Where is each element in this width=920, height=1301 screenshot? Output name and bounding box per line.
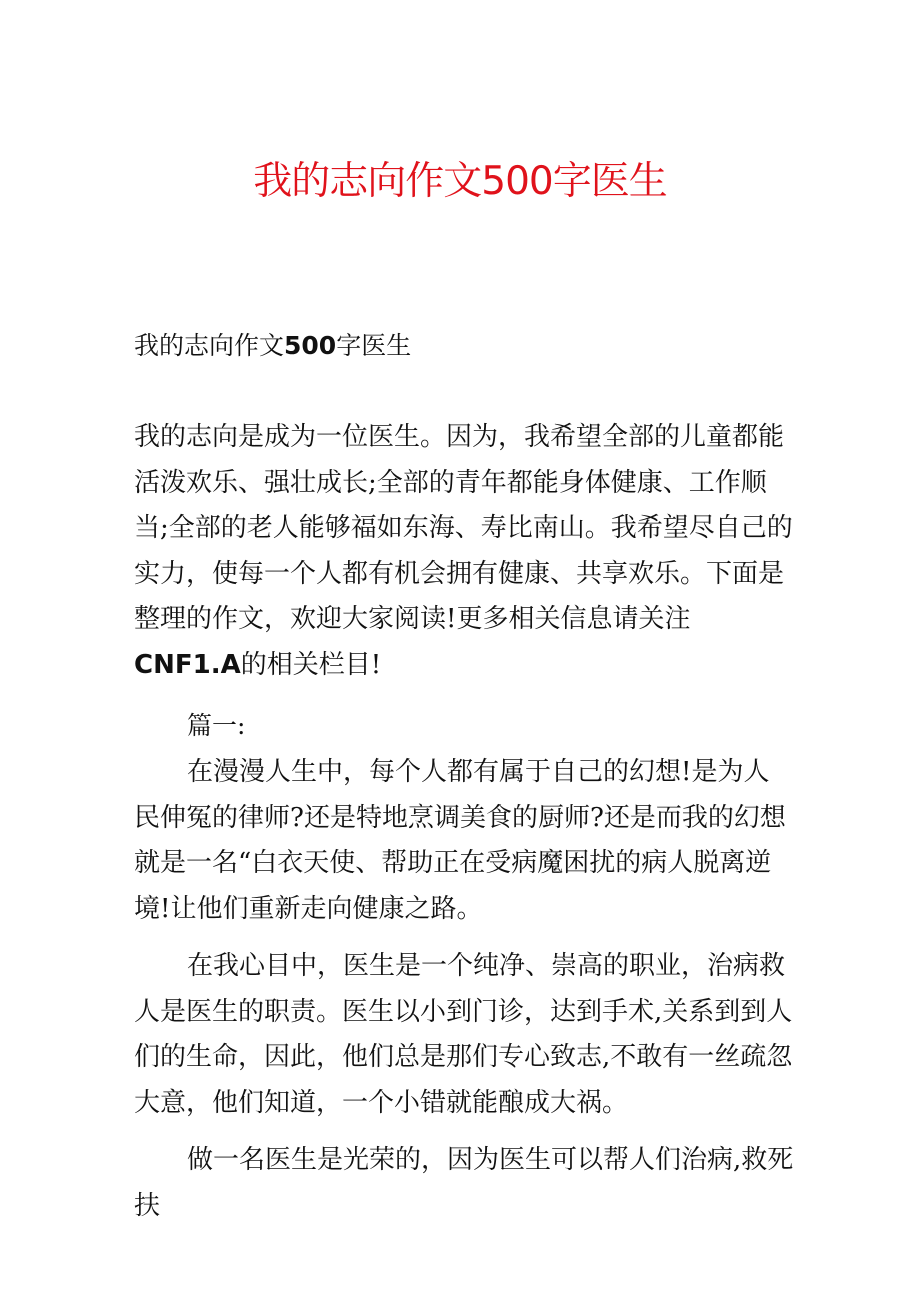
document-title: 我的志向作文500字医生 <box>253 159 667 204</box>
intro-suffix: 的相关栏目! <box>240 649 382 680</box>
body-paragraph: 做一名医生是光荣的，因为医生可以帮人们治病,救死扶 <box>134 1145 794 1221</box>
intro-paragraph <box>134 415 794 688</box>
document-subtitle <box>134 326 411 362</box>
section-label: 篇一: <box>187 711 246 740</box>
subtitle-suffix: 字医生 <box>336 331 412 360</box>
intro-brand: CNF1.A <box>134 649 241 680</box>
intro-text: 我的志向是成为一位医生。因为，我希望全部的儿童都能活泼欢乐、强壮成长;全部的青年都能身体健康、工作顺当;全部的老人能够福如东海、寿比南山。我希望尽自己的实力，使每一个人都有机会拥有健康、共享欢乐。下面是整理的作文，欢迎大家阅读!更多相关信息请关注 <box>134 422 793 634</box>
subtitle-number: 500 <box>284 331 337 360</box>
body-paragraph: 在漫漫人生中，每个人都有属于自己的幻想!是为人民伸冤的律师?还是特地烹调美食的厨师?还是而我的幻想就是一名“白衣天使、帮助正在受病魔困扰的病人脱离逆境!让他们重新走向健康之路。 <box>134 757 786 924</box>
body-paragraph: 在我心目中，医生是一个纯净、崇高的职业，治病救人是医生的职责。医生以小到门诊，达到手术,关系到到人们的生命，因此，他们总是那们专心致志,不敢有一丝疏忽大意，他们知道，一个小错就能酿成大祸。 <box>134 951 793 1118</box>
subtitle-text: 我的志向作文 <box>134 331 285 360</box>
